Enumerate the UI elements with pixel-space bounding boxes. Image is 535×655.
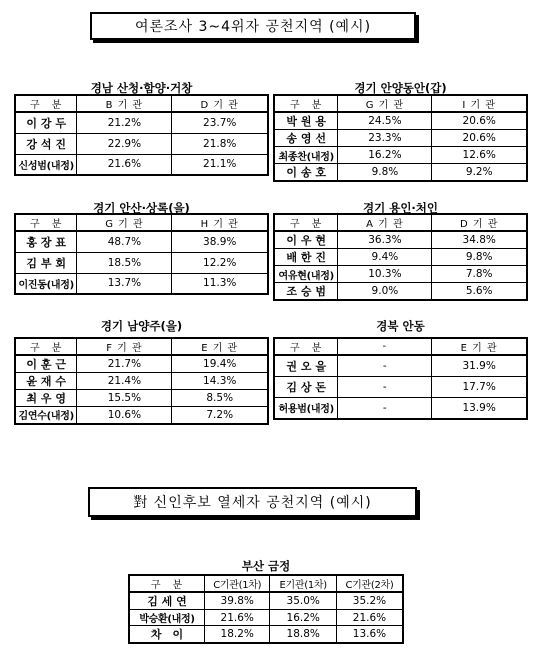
header-cell: F 기 관	[77, 338, 172, 355]
poll-value: 18.5%	[77, 252, 172, 273]
second-title-box	[88, 487, 417, 517]
header-cell: 구 분	[15, 214, 77, 231]
candidate-name: 박승환(내정)	[129, 610, 204, 626]
poll-value: 13.7%	[77, 273, 172, 294]
poll-value: 21.6%	[77, 154, 172, 175]
candidate-name: 조 승 범	[274, 283, 338, 301]
header-cell: 구 분	[15, 338, 77, 355]
poll-value: 36.3%	[338, 231, 432, 249]
header-cell: I 기 관	[432, 95, 527, 112]
poll-value: 12.6%	[432, 147, 527, 164]
poll-table	[14, 337, 269, 425]
table-row	[15, 252, 268, 273]
poll-value: 31.9%	[432, 355, 527, 376]
table-row	[274, 397, 527, 419]
poll-value: -	[338, 397, 432, 419]
header-cell: 구 분	[274, 214, 338, 231]
poll-value: -	[338, 376, 432, 397]
candidate-name: 허용범(내정)	[274, 397, 338, 419]
table-row	[15, 390, 268, 407]
table-row	[274, 164, 527, 182]
candidate-name: 이 우 현	[274, 231, 338, 249]
table-row	[15, 133, 268, 154]
poll-value: 5.6%	[432, 283, 527, 301]
table-header-row	[15, 214, 268, 231]
poll-value: 18.2%	[204, 626, 270, 644]
poll-value: 9.2%	[432, 164, 527, 182]
candidate-name: 김 세 연	[129, 592, 204, 610]
header-cell: C기관(1차)	[204, 575, 270, 592]
poll-value: 18.8%	[270, 626, 336, 644]
poll-value: 19.4%	[172, 355, 268, 373]
table-header-row	[274, 95, 527, 112]
candidate-name: 송 영 선	[274, 130, 338, 147]
poll-table	[273, 337, 528, 420]
candidate-name: 이진동(내정)	[15, 273, 77, 294]
table-row	[15, 407, 268, 424]
poll-value: 21.4%	[77, 373, 172, 390]
candidate-name: 권 오 을	[274, 355, 338, 376]
poll-value: 38.9%	[172, 231, 268, 252]
table-row	[274, 249, 527, 266]
table-row	[129, 626, 403, 644]
poll-value: 21.7%	[77, 355, 172, 373]
poll-value: 35.0%	[270, 592, 336, 610]
poll-value: 21.6%	[336, 610, 403, 626]
poll-value: 8.5%	[172, 390, 268, 407]
busan-poll-table	[128, 574, 404, 644]
header-cell: 구 분	[274, 338, 338, 355]
poll-value: 21.6%	[204, 610, 270, 626]
header-cell: 구 분	[129, 575, 204, 592]
section-title: 경기 안산·상록(을)	[93, 201, 190, 215]
header-cell: C기관(2차)	[336, 575, 403, 592]
header-cell: G 기 관	[338, 95, 432, 112]
header-cell: 구 분	[15, 95, 77, 112]
candidate-name: 최 우 영	[15, 390, 77, 407]
table-row	[15, 373, 268, 390]
table-row	[274, 376, 527, 397]
poll-value: 16.2%	[338, 147, 432, 164]
poll-value: 21.1%	[172, 154, 268, 175]
candidate-name: 김연수(내정)	[15, 407, 77, 424]
poll-value: 7.8%	[432, 266, 527, 283]
poll-value: 24.5%	[338, 112, 432, 130]
header-cell: B 기 관	[77, 95, 172, 112]
table-header-row	[15, 95, 268, 112]
poll-value: 7.2%	[172, 407, 268, 424]
poll-table	[273, 213, 528, 301]
table-header-row	[15, 338, 268, 355]
poll-value: 9.0%	[338, 283, 432, 301]
table-row	[274, 112, 527, 130]
candidate-name: 배 한 진	[274, 249, 338, 266]
poll-table	[273, 94, 528, 182]
poll-value: 23.7%	[172, 112, 268, 133]
table-row	[15, 154, 268, 175]
candidate-name: 박 원 용	[274, 112, 338, 130]
poll-value: 13.6%	[336, 626, 403, 644]
section-title: 경남 산청·함양·거창	[90, 81, 193, 95]
table-row	[274, 266, 527, 283]
table-row	[15, 355, 268, 373]
header-cell: E기관(1차)	[270, 575, 336, 592]
poll-value: 11.3%	[172, 273, 268, 294]
candidate-name: 김 상 돈	[274, 376, 338, 397]
main-title: 여론조사 3~4위자 공천지역 (예시)	[134, 19, 372, 35]
poll-value: 9.8%	[338, 164, 432, 182]
table-row	[274, 130, 527, 147]
section-title: 경기 용인·처인	[362, 201, 439, 215]
candidate-name: 이 훈 근	[15, 355, 77, 373]
header-cell: E 기 관	[172, 338, 268, 355]
poll-value: 17.7%	[432, 376, 527, 397]
header-cell: D 기 관	[432, 214, 527, 231]
header-cell: G 기 관	[77, 214, 172, 231]
poll-value: 13.9%	[432, 397, 527, 419]
table-header-row	[129, 575, 403, 592]
poll-value: 21.8%	[172, 133, 268, 154]
poll-table	[14, 213, 269, 295]
candidate-name: 윤 재 수	[15, 373, 77, 390]
candidate-name: 차 이	[129, 626, 204, 644]
poll-value: 14.3%	[172, 373, 268, 390]
table-row	[274, 147, 527, 164]
header-cell: H 기 관	[172, 214, 268, 231]
table-row	[274, 355, 527, 376]
header-cell: D 기 관	[172, 95, 268, 112]
table-header-row	[274, 338, 527, 355]
poll-value: 9.4%	[338, 249, 432, 266]
candidate-name: 김 부 회	[15, 252, 77, 273]
table-row	[15, 112, 268, 133]
section-title: 경기 남양주(을)	[100, 319, 183, 333]
section-title: 경기 안양동안(갑)	[354, 81, 447, 95]
candidate-name: 강 석 진	[15, 133, 77, 154]
poll-table	[14, 94, 269, 176]
poll-value: 48.7%	[77, 231, 172, 252]
header-cell: A 기 관	[338, 214, 432, 231]
poll-value: 34.8%	[432, 231, 527, 249]
candidate-name: 최종찬(내정)	[274, 147, 338, 164]
candidate-name: 이 강 두	[15, 112, 77, 133]
candidate-name: 이 송 호	[274, 164, 338, 182]
section-title: 경북 안동	[376, 319, 425, 333]
table-row	[15, 231, 268, 252]
table-row	[129, 610, 403, 626]
poll-value: 23.3%	[338, 130, 432, 147]
second-title: 對 신인후보 열세자 공천지역 (예시)	[133, 495, 372, 511]
poll-value: 15.5%	[77, 390, 172, 407]
poll-value: 39.8%	[204, 592, 270, 610]
poll-value: 12.2%	[172, 252, 268, 273]
poll-value: 20.6%	[432, 112, 527, 130]
poll-value: 21.2%	[77, 112, 172, 133]
header-cell: E 기 관	[432, 338, 527, 355]
header-cell: 구 분	[274, 95, 338, 112]
table-row	[15, 273, 268, 294]
section-title: 부산 금정	[241, 559, 291, 573]
poll-value: 35.2%	[336, 592, 403, 610]
poll-value: 22.9%	[77, 133, 172, 154]
main-title-box	[90, 12, 416, 40]
table-row	[129, 592, 403, 610]
poll-value: 9.8%	[432, 249, 527, 266]
poll-value: 16.2%	[270, 610, 336, 626]
table-row	[274, 231, 527, 249]
candidate-name: 홍 장 표	[15, 231, 77, 252]
candidate-name: 신성범(내정)	[15, 154, 77, 175]
table-row	[274, 283, 527, 301]
poll-value: 20.6%	[432, 130, 527, 147]
header-cell: -	[338, 338, 432, 355]
candidate-name: 여유현(내정)	[274, 266, 338, 283]
poll-value: 10.6%	[77, 407, 172, 424]
poll-value: 10.3%	[338, 266, 432, 283]
poll-value: -	[338, 355, 432, 376]
table-header-row	[274, 214, 527, 231]
